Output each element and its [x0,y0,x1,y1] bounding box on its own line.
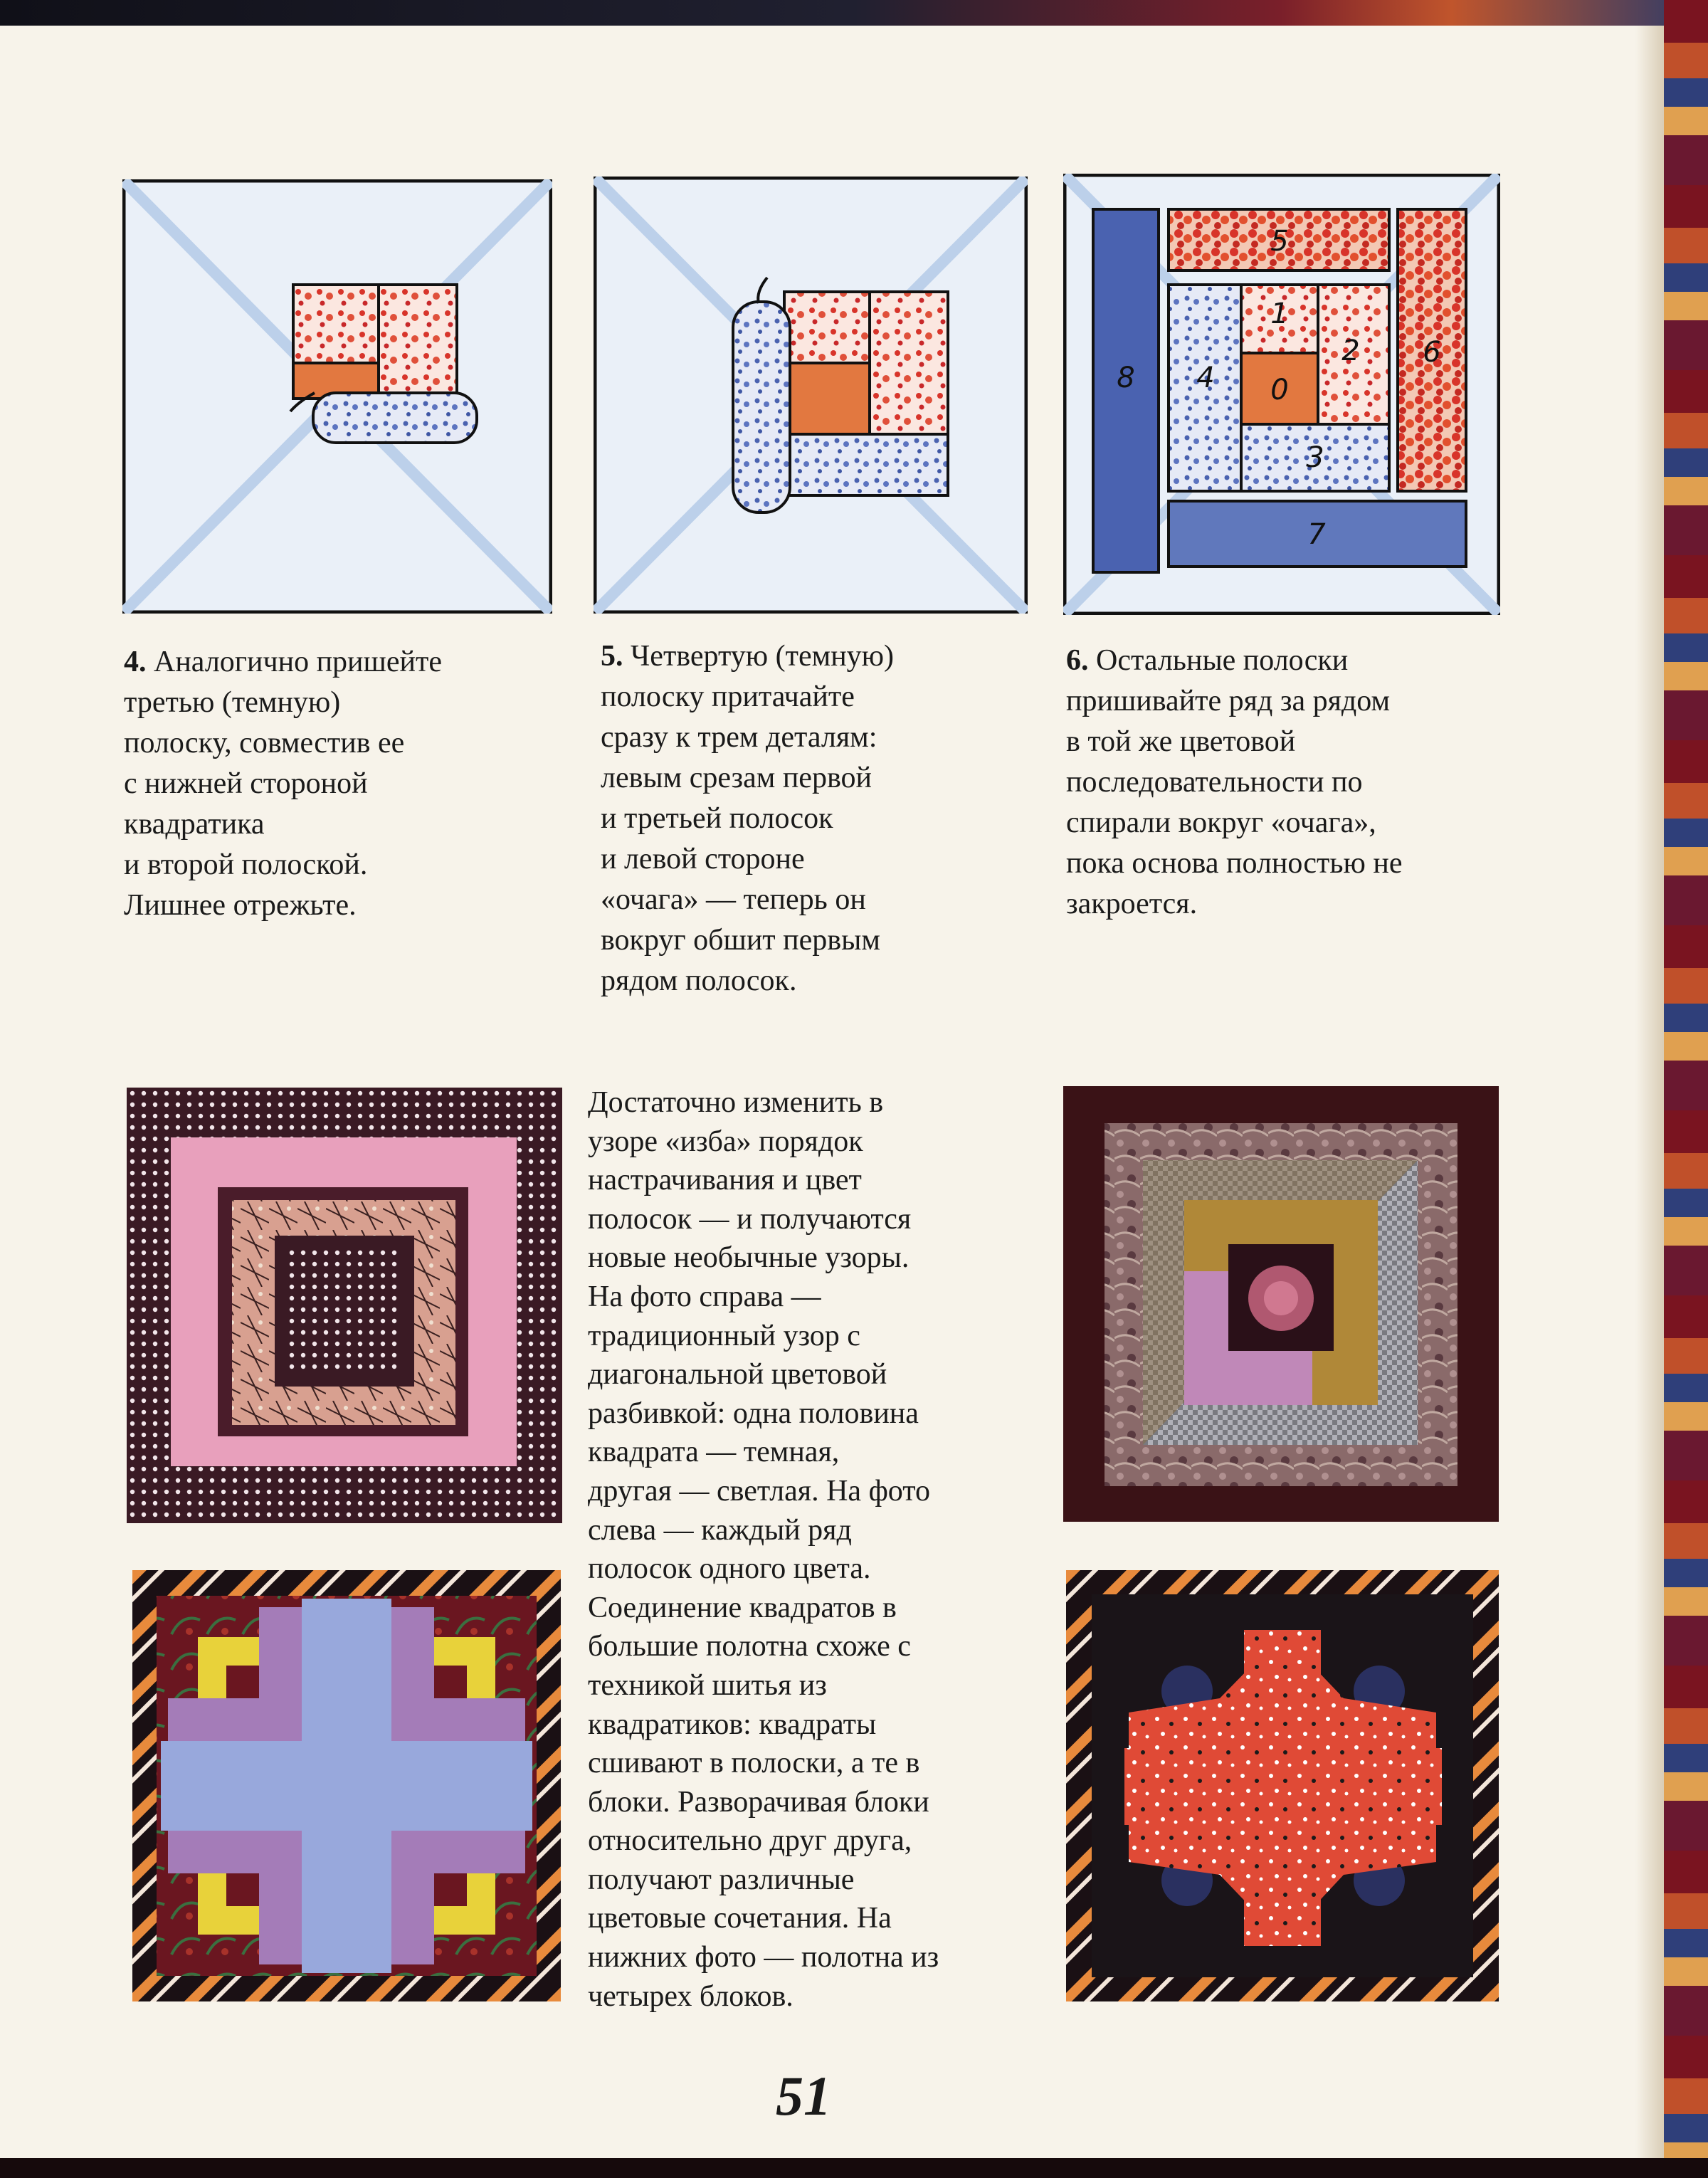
body-line: сшивают в полоски, а те в [588,1747,920,1780]
caption-line: в той же цветовой [1066,725,1296,758]
body-line: настрачивания и цвет [588,1164,862,1197]
caption-line: Четвертую (темную) [631,640,895,673]
caption-number: 6. [1066,644,1089,677]
body-line: другая — светлая. На фото [588,1474,931,1508]
page-gutter-shadow [1635,26,1664,2161]
caption-line: рядом полосок. [601,964,797,997]
label-8: 8 [1117,362,1135,394]
body-line: получают различные [588,1863,855,1896]
caption-line: закроется. [1066,888,1198,920]
caption-line: квадратика [124,808,265,841]
caption-line: Остальные полоски [1096,644,1349,677]
caption-line: Аналогично пришейте [154,646,442,678]
caption-line: и третьей полосок [601,802,833,835]
diagram-step-6 [1063,174,1500,615]
caption-line: с нижней стороной [124,767,368,800]
label-5: 5 [1270,225,1289,258]
caption-line: Лишнее отрежьте. [124,889,357,922]
photo-diagonal-log-cabin-block [1063,1086,1499,1522]
strip-3-rolled [313,393,477,443]
body-line: блоки. Разворачивая блоки [588,1785,929,1819]
caption-line: и второй полоской. [124,848,368,881]
caption-line: последовательности по [1066,766,1363,799]
caption-line: вокруг обшит первым [601,924,880,957]
body-line: полосок одного цвета. [588,1552,871,1586]
book-edge-bottom [0,2158,1708,2178]
book-edge-right [1664,0,1708,2178]
label-0: 0 [1270,374,1289,406]
body-line: техникой шитья из [588,1668,827,1702]
body-line: относительно друг друга, [588,1824,912,1858]
caption-step-4 [124,642,442,926]
strip-4-rolled [733,302,790,512]
diagram-step-5 [594,177,1028,614]
caption-step-5 [601,636,894,1001]
body-line: цветовые сочетания. На [588,1902,892,1935]
strip-1 [293,285,379,363]
label-7: 7 [1307,518,1326,551]
diagram-step-4 [122,179,552,614]
body-line: четырех блоков. [588,1979,794,2013]
photo-four-block-cross-quilt [132,1570,561,2001]
label-3: 3 [1306,441,1324,474]
caption-line: третью (темную) [124,686,341,719]
body-text [588,1083,939,2016]
body-line: узоре «изба» порядок [588,1125,863,1158]
body-line: квадратиков: квадраты [588,1708,877,1741]
photo-pink-log-cabin-block [127,1088,562,1523]
body-line: слева — каждый ряд [588,1513,852,1547]
photo-four-block-red-quilt [1066,1570,1499,2001]
page-number: 51 [776,2065,831,2127]
caption-line: полоску, совместив ее [124,727,405,759]
body-line: нижних фото — полотна из [588,1941,939,1974]
caption-line: и левой стороне [601,843,805,875]
body-line: квадрата — темная, [588,1436,840,1469]
caption-number: 4. [124,646,147,678]
caption-line: полоску притачайте [601,680,855,713]
body-line: Достаточно изменить в [588,1086,884,1119]
caption-line: сразу к трем деталям: [601,721,877,754]
label-6: 6 [1423,336,1441,369]
book-edge-top [0,0,1708,28]
caption-line: пришивайте ряд за рядом [1066,685,1391,717]
caption-line: пока основа полностью не [1066,847,1403,880]
body-line: Соединение квадратов в [588,1591,897,1624]
label-1: 1 [1270,298,1289,330]
body-line: На фото справа — [588,1280,821,1313]
body-line: большие полотна схоже с [588,1630,911,1663]
body-line: традиционный узор с [588,1319,860,1352]
caption-number: 5. [601,640,623,673]
caption-line: левым срезам первой [601,762,872,794]
strip-2 [379,285,457,399]
body-line: новые необычные узоры. [588,1241,910,1275]
label-4: 4 [1196,362,1215,394]
label-2: 2 [1341,335,1360,367]
body-line: полосок — и получаются [588,1202,912,1236]
body-line: диагональной цветовой [588,1358,887,1392]
caption-step-6 [1066,641,1403,925]
caption-line: спирали вокруг «очага», [1066,806,1376,839]
caption-line: «очага» — теперь он [601,883,866,916]
body-line: разбивкой: одна половина [588,1396,919,1430]
